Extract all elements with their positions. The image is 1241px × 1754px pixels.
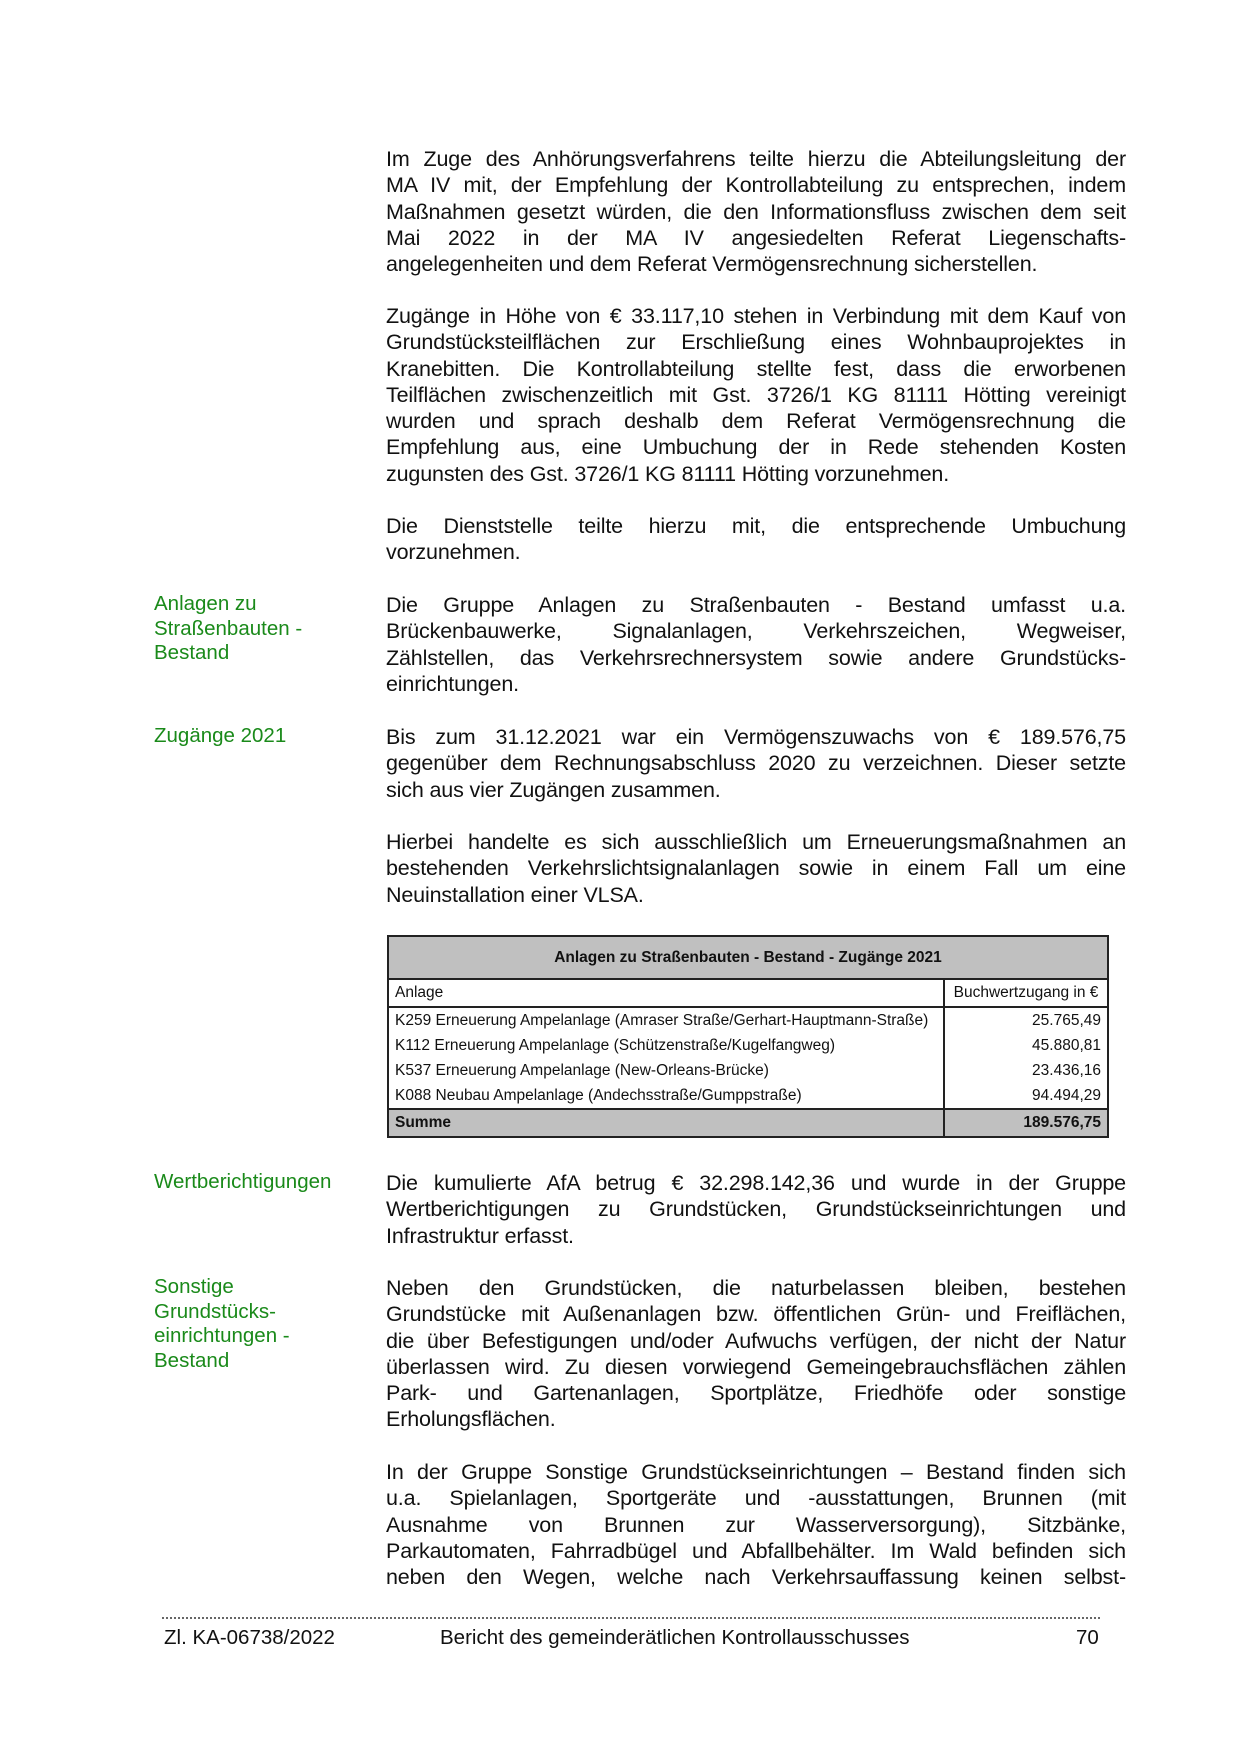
paragraph-dienststelle: [386, 513, 1126, 566]
side-heading-line: Bestand: [154, 641, 230, 664]
table-row: [388, 1058, 1108, 1083]
text-line: Die Gruppe Anlagen zu Straßenbauten - Bestand umfasst u.a.: [386, 593, 1126, 617]
text-line: Bis zum 31.12.2021 war ein Vermögenszuwachs von € 189.576,75: [386, 725, 1126, 749]
side-heading-sonstige-grundstueckseinrichtungen: [154, 1275, 354, 1373]
footer-divider: [162, 1617, 1100, 1619]
text-line: bestehenden Verkehrslichtsignalanlagen sowie in einem Fall um eine: [386, 856, 1126, 881]
text-line: vorzunehmen.: [386, 540, 521, 565]
cell-anlage: K088 Neubau Ampelanlage (Andechsstraße/Gumppstraße): [388, 1083, 944, 1109]
sum-value: 189.576,75: [944, 1109, 1108, 1137]
cell-anlage: K259 Erneuerung Ampelanlage (Amraser Straße/Gerhart-Hauptmann-Straße): [388, 1007, 944, 1033]
paragraph-anlagen-strassenbauten: [386, 592, 1126, 697]
text-line: Grundstücksteilflächen zur Erschließung eines Wohnbauprojektes in: [386, 330, 1126, 355]
side-heading-line: Zugänge 2021: [154, 724, 287, 747]
paragraph-erneuerungsmassnahmen: [386, 829, 1126, 908]
side-heading-line: Grundstücks-: [154, 1299, 276, 1323]
text-line: Brückenbauwerke, Signalanlagen, Verkehrszeichen, Wegweiser,: [386, 619, 1126, 644]
cell-buchwert: 45.880,81: [944, 1033, 1108, 1058]
paragraph-sonstige-grundstuecke: [386, 1275, 1126, 1433]
paragraph-wertberichtigungen: [386, 1170, 1126, 1249]
text-line: Kranebitten. Die Kontrollabteilung stellte fest, dass die erworbenen: [386, 356, 1126, 381]
text-line: Maßnahmen gesetzt würden, die den Informationsfluss zwischen dem seit: [386, 199, 1126, 224]
table-row: [388, 1007, 1108, 1033]
text-line: die über Befestigungen und/oder Aufwuchs verfügen, der nicht der Natur: [386, 1328, 1126, 1353]
table-row: [388, 1033, 1108, 1058]
text-line: Parkautomaten, Fahrradbügel und Abfallbehälter. Im Wald befinden sich: [386, 1538, 1126, 1563]
side-heading-line: einrichtungen -: [154, 1324, 290, 1347]
paragraph-zugaenge-grundstuecke: [386, 303, 1126, 487]
column-header-anlage: Anlage: [388, 979, 944, 1007]
cell-buchwert: 23.436,16: [944, 1058, 1108, 1083]
cell-anlage: K537 Erneuerung Ampelanlage (New-Orleans-Brücke): [388, 1058, 944, 1083]
text-line: Mai 2022 in der MA IV angesiedelten Referat Liegenschafts-: [386, 225, 1126, 250]
text-line: Neben den Grundstücken, die naturbelassen bleiben, bestehen: [386, 1276, 1126, 1300]
text-line: neben den Wegen, welche nach Verkehrsauffassung keinen selbst-: [386, 1565, 1126, 1590]
page-number: 70: [1076, 1626, 1099, 1649]
footer-reference: Zl. KA-06738/2022: [164, 1626, 335, 1649]
side-heading-line: Anlagen zu: [154, 592, 257, 615]
text-line: Neuinstallation einer VLSA.: [386, 882, 644, 907]
text-line: Teilflächen zwischenzeitlich mit Gst. 3726/1 KG 81111 Hötting vereinigt: [386, 382, 1126, 407]
text-line: Grundstücke mit Außenanlagen bzw. öffentlichen Grün- und Freiflächen,: [386, 1302, 1126, 1327]
side-heading-anlagen-strassenbauten: [154, 592, 354, 666]
table-sum-row: [388, 1109, 1108, 1137]
table-row: [388, 1083, 1108, 1109]
text-line: Erholungsflächen.: [386, 1407, 556, 1432]
text-line: Ausnahme von Brunnen zur Wasserversorgung), Sitzbänke,: [386, 1512, 1126, 1537]
text-line: Zählstellen, das Verkehrsrechnersystem sowie andere Grundstücks-: [386, 645, 1126, 670]
text-line: Infrastruktur erfasst.: [386, 1223, 574, 1248]
text-line: MA IV mit, der Empfehlung der Kontrollabteilung zu entsprechen, indem: [386, 173, 1126, 198]
text-line: angelegenheiten und dem Referat Vermögensrechnung sicherstellen.: [386, 252, 1038, 277]
text-line: wurden und sprach deshalb dem Referat Vermögensrechnung die: [386, 409, 1126, 434]
cell-anlage: K112 Erneuerung Ampelanlage (Schützenstraße/Kugelfangweg): [388, 1033, 944, 1058]
text-line: Park- und Gartenanlagen, Sportplätze, Friedhöfe oder sonstige: [386, 1381, 1126, 1406]
footer-title: Bericht des gemeinderätlichen Kontrollausschusses: [440, 1626, 910, 1649]
side-heading-line: Wertberichtigungen: [154, 1170, 332, 1193]
text-line: Die kumulierte AfA betrug € 32.298.142,36 und wurde in der Gruppe: [386, 1171, 1126, 1195]
column-header-buchwertzugang: Buchwertzugang in €: [944, 979, 1108, 1007]
paragraph-sonstige-einrichtungen: [386, 1459, 1126, 1590]
text-line: Im Zuge des Anhörungsverfahrens teilte hierzu die Abteilungsleitung der: [386, 147, 1126, 171]
side-heading-line: Bestand: [154, 1348, 230, 1372]
text-line: einrichtungen.: [386, 671, 519, 696]
text-line: Hierbei handelte es sich ausschließlich um Erneuerungsmaßnahmen an: [386, 830, 1126, 854]
side-heading-zugaenge-2021: [154, 724, 354, 749]
text-line: sich aus vier Zugängen zusammen.: [386, 777, 721, 802]
text-line: In der Gruppe Sonstige Grundstückseinrichtungen – Bestand finden sich: [386, 1460, 1126, 1484]
text-line: Zugänge in Höhe von € 33.117,10 stehen in Verbindung mit dem Kauf von: [386, 304, 1126, 328]
text-line: überlassen wird. Zu diesen vorwiegend Gemeingebrauchsflächen zählen: [386, 1354, 1126, 1379]
text-line: zugunsten des Gst. 3726/1 KG 81111 Hötting vorzunehmen.: [386, 461, 950, 486]
side-heading-wertberichtigungen: [154, 1170, 354, 1195]
table-column-header-row: [388, 979, 1108, 1007]
paragraph-anhoerung: [386, 146, 1126, 277]
text-line: Die Dienststelle teilte hierzu mit, die entsprechende Umbuchung: [386, 514, 1126, 538]
table-title: Anlagen zu Straßenbauten - Bestand - Zugänge 2021: [388, 936, 1108, 979]
sum-label: Summe: [388, 1109, 944, 1137]
zugaenge-table: [387, 935, 1109, 1138]
side-heading-line: Sonstige: [154, 1275, 234, 1298]
cell-buchwert: 25.765,49: [944, 1007, 1108, 1033]
paragraph-zugaenge-2021: [386, 724, 1126, 803]
text-line: Wertberichtigungen zu Grundstücken, Grundstückseinrichtungen und: [386, 1197, 1126, 1222]
text-line: u.a. Spielanlagen, Sportgeräte und -ausstattungen, Brunnen (mit: [386, 1486, 1126, 1511]
cell-buchwert: 94.494,29: [944, 1083, 1108, 1109]
side-heading-line: Straßenbauten -: [154, 616, 303, 640]
text-line: Empfehlung aus, eine Umbuchung der in Rede stehenden Kosten: [386, 435, 1126, 460]
text-line: gegenüber dem Rechnungsabschluss 2020 zu verzeichnen. Dieser setzte: [386, 751, 1126, 776]
